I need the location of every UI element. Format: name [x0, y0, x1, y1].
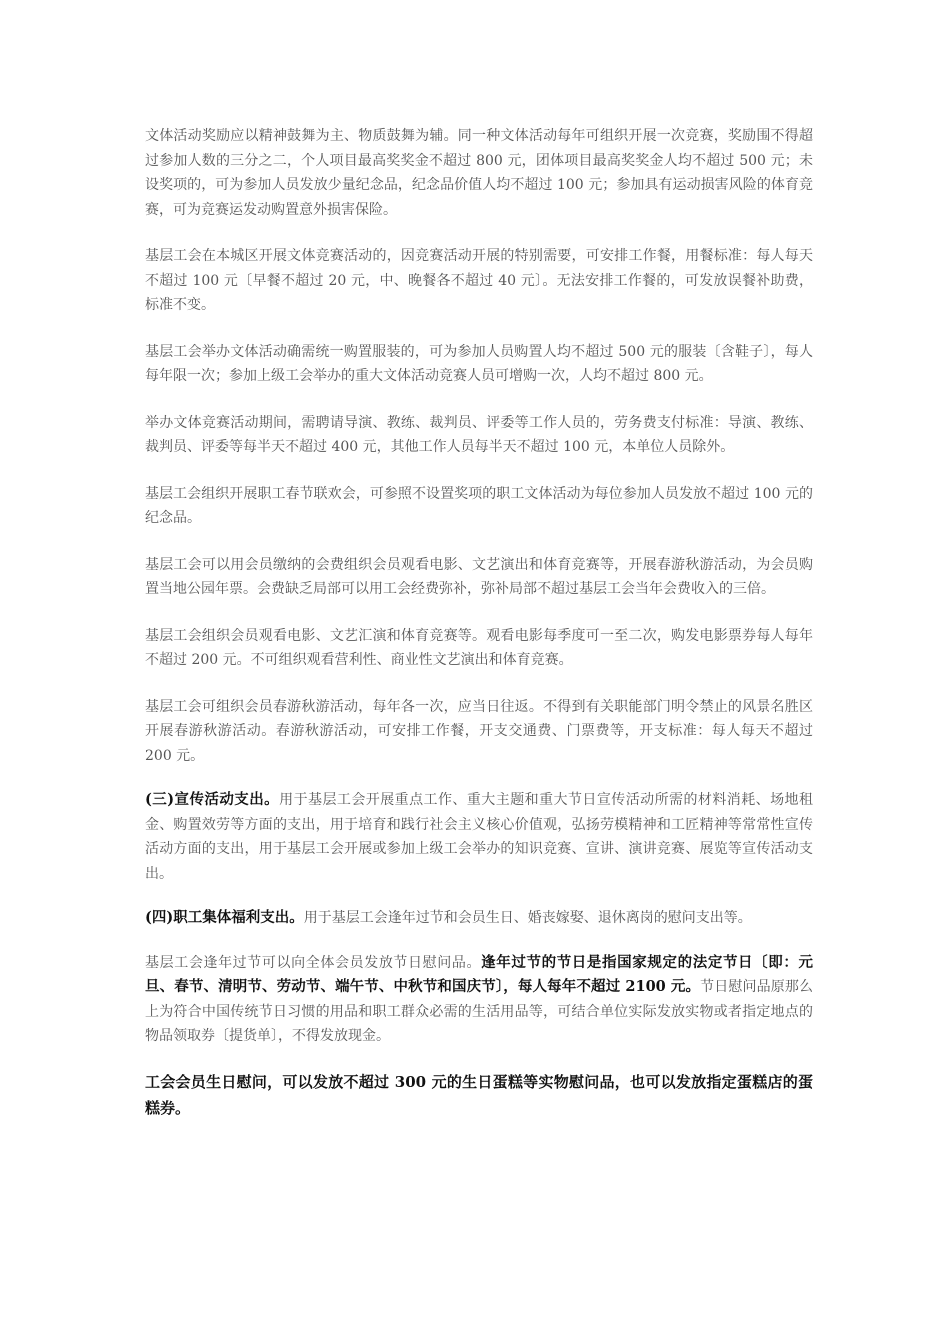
paragraph-welfare-expenses — [145, 906, 813, 931]
paragraph-spring-autumn-outings: 基层工会可组织会员春游秋游活动，每年各一次，应当日往返。不得到有关职能部门明令禁止的风景名胜区开展春游秋游活动。春游秋游活动，可安排工作餐，开支交通费、门票费等，开支标准：每人每天不超过 200 元。 — [145, 698, 813, 764]
paragraph-labor-fees: 举办文体竞赛活动期间，需聘请导演、教练、裁判员、评委等工作人员的，劳务费支付标准：导演、教练、裁判员、评委等每半天不超过 400 元，其他工作人员每半天不超过 100 元，本单位人员除外。 — [145, 414, 813, 455]
paragraph-publicity-expenses — [145, 788, 813, 886]
document-body — [145, 124, 813, 1121]
paragraph-uniforms: 基层工会举办文体活动确需统一购置服装的，可为参加人员购置人均不超过 500 元的服装〔含鞋子〕，每人每年限一次；参加上级工会举办的重大文体活动竞赛人员可增购一次，人均不超过 800 元。 — [145, 343, 813, 384]
holiday-gifts-intro: 基层工会逢年过节可以向全体会员发放节日慰问品。 — [145, 954, 482, 971]
paragraph-birthday-gifts: 工会会员生日慰问，可以发放不超过 300 元的生日蛋糕等实物慰问品，也可以发放指定蛋糕店的蛋糕券。 — [145, 1072, 813, 1117]
paragraph-movies-performances: 基层工会组织会员观看电影、文艺汇演和体育竞赛等。观看电影每季度可一至二次，购发电影票券每人每年不超过 200 元。不可组织观看营利性、商业性文艺演出和体育竞赛。 — [145, 627, 813, 668]
section-heading-publicity: (三)宣传活动支出。 — [145, 791, 280, 808]
paragraph-spring-festival-gala: 基层工会组织开展职工春节联欢会，可参照不设置奖项的职工文体活动为每位参加人员发放不超过 100 元的纪念品。 — [145, 485, 813, 526]
holiday-gifts-detail: 节日慰问品原那么上为符合中国传统节日习惯的用品和职工群众必需的生活用品等，可结合单位实际发放实物或者指定地点的物品领取券〔提货单〕，不得发放现金。 — [145, 979, 813, 1044]
holiday-gifts-emphasis: 逢年过节的节日是指国家规定的法定节日〔即：元旦、春节、清明节、劳动节、端午节、中秋节和国庆节〕，每人每年不超过 2100 元。 — [145, 953, 814, 995]
paragraph-membership-dues: 基层工会可以用会员缴纳的会费组织会员观看电影、文艺演出和体育竞赛等，开展春游秋游活动，为会员购置当地公园年票。会费缺乏局部可以用工会经费弥补，弥补局部不超过基层工会当年会费收入的三倍。 — [145, 556, 813, 597]
welfare-body: 用于基层工会逢年过节和会员生日、婚丧嫁娶、退休离岗的慰问支出等。 — [303, 910, 752, 926]
section-heading-welfare: (四)职工集体福利支出。 — [145, 909, 304, 926]
paragraph-competition-meals: 基层工会在本城区开展文体竞赛活动的，因竞赛活动开展的特别需要，可安排工作餐，用餐标准：每人每天不超过 100 元〔早餐不超过 20 元，中、晚餐各不超过 40 元〕。无法安排工作餐的，可发放误餐补助费，标准不变。 — [145, 248, 813, 313]
publicity-body: 用于基层工会开展重点工作、重大主题和重大节日宣传活动所需的材料消耗、场地租金、购置效劳等方面的支出，用于培育和践行社会主义核心价值观，弘扬劳模精神和工匠精神等常常性宣传活动方面的支出，用于基层工会开展或参加上级工会举办的知识竞赛、宣讲、演讲竞赛、展览等宣传活动支出。 — [145, 792, 813, 882]
paragraph-holiday-gifts — [145, 951, 813, 1049]
paragraph-sports-awards: 文体活动奖励应以精神鼓舞为主、物质鼓舞为辅。同一种文体活动每年可组织开展一次竞赛，奖励围不得超过参加人数的三分之二，个人项目最高奖奖金不超过 800 元，团体项目最高奖奖金人均不超过 500 元；未设奖项的，可为参加人员发放少量纪念品，纪念品价值人均不超过 100 元；参加具有运动损害风险的体育竞赛，可为竞赛运发动购置意外损害保险。 — [145, 128, 813, 218]
